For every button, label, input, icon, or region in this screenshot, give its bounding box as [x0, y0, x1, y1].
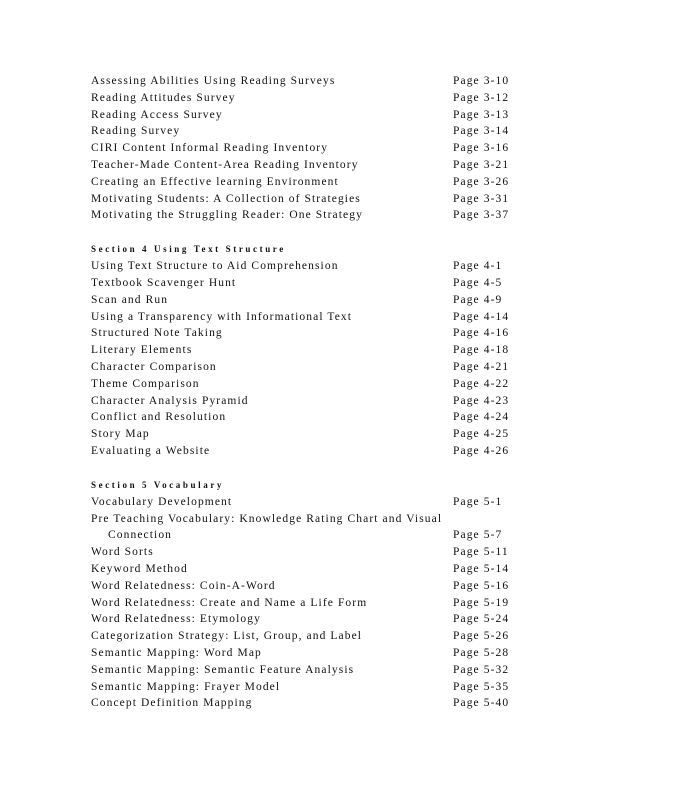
toc-entry [91, 494, 531, 511]
toc-entry-page: Page 4-24 [453, 411, 510, 424]
toc-entry-title: Semantic Mapping: Semantic Feature Analysis [91, 663, 355, 676]
toc-entry-title: Evaluating a Website [91, 444, 211, 457]
section-heading: Section 4 Using Text Structure [91, 244, 286, 255]
toc-entry-title: Scan and Run [91, 293, 169, 306]
toc-entry-title: CIRI Content Informal Reading Inventory [91, 142, 329, 155]
toc-entry [91, 662, 531, 679]
toc-entry-title: Teacher-Made Content-Area Reading Inventory [91, 158, 359, 171]
toc-group-section-4 [91, 241, 531, 460]
toc-group-section-3 [91, 73, 531, 224]
toc-entry-title: Word Relatedness: Etymology [91, 613, 261, 626]
toc-entry [91, 595, 531, 612]
toc-entry [91, 611, 531, 628]
toc-entry-title: Vocabulary Development [91, 495, 233, 508]
toc-entry-page: Page 4-14 [453, 310, 510, 323]
toc-entry [91, 511, 531, 528]
toc-entry-page: Page 5-28 [453, 646, 510, 659]
toc-entry-page: Page 4-23 [453, 394, 510, 407]
toc-entry [91, 628, 531, 645]
toc-entry [91, 561, 531, 578]
toc-entry-page: Page 5-24 [453, 613, 510, 626]
toc-entry [91, 90, 531, 107]
toc-entry-page: Page 5-26 [453, 630, 510, 643]
toc-entry-page: Page 4-5 [453, 276, 503, 289]
toc-entry [91, 123, 531, 140]
toc-entry-page: Page 4-16 [453, 327, 510, 340]
toc-entry-page: Page 4-9 [453, 293, 503, 306]
toc-entry-title: Textbook Scavenger Hunt [91, 276, 237, 289]
toc-entry-title: Pre Teaching Vocabulary: Knowledge Rating Chart and Visual [91, 512, 443, 525]
toc-entry [91, 73, 531, 90]
toc-entry-page: Page 4-22 [453, 377, 510, 390]
toc-entry-page: Page 3-37 [453, 209, 510, 222]
toc-entry-title: Character Comparison [91, 360, 217, 373]
toc-entry [91, 409, 531, 426]
toc-entry [91, 292, 531, 309]
toc-entry-page: Page 5-14 [453, 562, 510, 575]
toc-entry [91, 107, 531, 124]
toc-entry [91, 191, 531, 208]
toc-entry-title: Motivating Students: A Collection of Strategies [91, 192, 361, 205]
toc-entry [91, 544, 531, 561]
toc-group-section-5 [91, 477, 531, 712]
toc-entry-title: Theme Comparison [91, 377, 200, 390]
toc-entry-title: Word Relatedness: Coin-A-Word [91, 579, 276, 592]
toc-entry-page: Page 3-21 [453, 158, 510, 171]
toc-entry-title: Word Sorts [91, 546, 154, 559]
toc-entry-title: Concept Definition Mapping [91, 697, 253, 710]
toc-entry [91, 359, 531, 376]
toc-entry-page: Page 3-13 [453, 108, 510, 121]
toc-entry-title: Reading Access Survey [91, 108, 223, 121]
toc-entry-page: Page 3-26 [453, 175, 510, 188]
toc-entry [91, 275, 531, 292]
toc-entry-title: Reading Attitudes Survey [91, 91, 236, 104]
toc-entry-title: Keyword Method [91, 562, 188, 575]
toc-entry-page: Page 3-16 [453, 142, 510, 155]
toc-entry-page: Page 3-12 [453, 91, 510, 104]
toc-entry-title: Character Analysis Pyramid [91, 394, 249, 407]
toc-entry [91, 342, 531, 359]
toc-entry-title: Connection [108, 529, 173, 542]
spacer [91, 224, 531, 241]
toc-entry [91, 258, 531, 275]
toc-entry-page: Page 5-1 [453, 495, 503, 508]
toc-entry [91, 393, 531, 410]
toc-entry-title: Using Text Structure to Aid Comprehension [91, 260, 339, 273]
toc-entry [91, 174, 531, 191]
toc-entry-title: Word Relatedness: Create and Name a Life Form [91, 596, 368, 609]
toc-entry [91, 325, 531, 342]
toc-entry-page: Page 5-35 [453, 680, 510, 693]
toc-entry-page: Page 4-1 [453, 260, 503, 273]
toc-entry [91, 140, 531, 157]
toc-entry-title: Creating an Effective learning Environment [91, 175, 339, 188]
toc-entry-page: Page 5-7 [453, 529, 503, 542]
toc-entry [91, 376, 531, 393]
toc-entry-page: Page 4-21 [453, 360, 510, 373]
toc-entry [91, 309, 531, 326]
table-of-contents [91, 73, 531, 712]
toc-entry-page: Page 5-40 [453, 697, 510, 710]
toc-entry-title: Categorization Strategy: List, Group, and Label [91, 630, 363, 643]
toc-entry [91, 527, 531, 544]
toc-entry [91, 426, 531, 443]
toc-entry-page: Page 4-25 [453, 428, 510, 441]
toc-entry-title: Structured Note Taking [91, 327, 223, 340]
toc-entry-page: Page 5-32 [453, 663, 510, 676]
toc-entry-page: Page 3-14 [453, 125, 510, 138]
toc-entry-title: Using a Transparency with Informational Text [91, 310, 353, 323]
toc-entry [91, 207, 531, 224]
toc-entry [91, 157, 531, 174]
toc-entry-page: Page 5-19 [453, 596, 510, 609]
toc-entry [91, 578, 531, 595]
toc-entry-title: Conflict and Resolution [91, 411, 227, 424]
toc-entry-title: Reading Survey [91, 125, 181, 138]
toc-entry-page: Page 5-11 [453, 546, 509, 559]
toc-entry-title: Semantic Mapping: Frayer Model [91, 680, 281, 693]
toc-entry [91, 645, 531, 662]
toc-entry-page: Page 3-31 [453, 192, 510, 205]
toc-entry-title: Story Map [91, 428, 150, 441]
toc-entry-page: Page 4-26 [453, 444, 510, 457]
toc-entry-title: Literary Elements [91, 344, 193, 357]
toc-entry [91, 443, 531, 460]
toc-entry-title: Assessing Abilities Using Reading Surveys [91, 75, 336, 87]
toc-entry-page: Page 5-16 [453, 579, 510, 592]
toc-entry [91, 695, 531, 712]
toc-entry-title: Motivating the Struggling Reader: One Strategy [91, 209, 363, 222]
toc-entry-title: Semantic Mapping: Word Map [91, 646, 262, 659]
spacer [91, 460, 531, 477]
toc-entry-page: Page 4-18 [453, 344, 510, 357]
toc-entry-page: Page 3-10 [453, 75, 510, 87]
toc-entry [91, 679, 531, 696]
section-heading: Section 5 Vocabulary [91, 479, 225, 490]
